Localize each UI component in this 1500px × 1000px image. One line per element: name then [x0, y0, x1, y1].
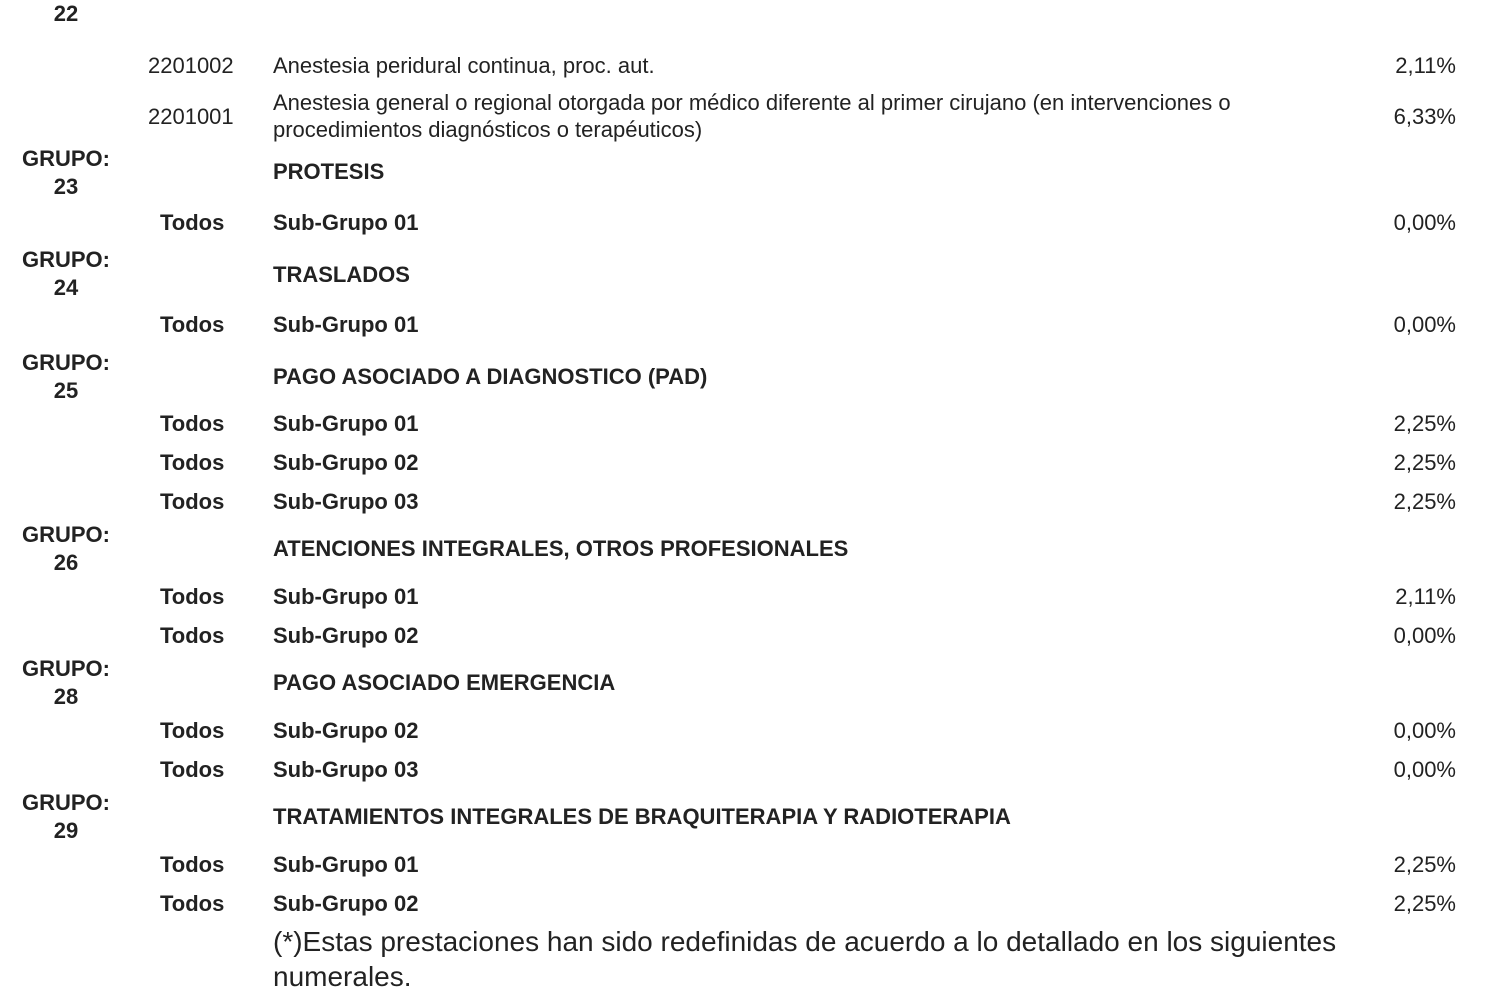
row-percentage: 0,00%: [1393, 623, 1456, 648]
footnote: (*)Estas prestaciones han sido redefinidas de acuerdo a lo detallado en los siguientes numerales.: [273, 926, 1337, 992]
subgroup-name: Sub-Grupo 01: [273, 312, 419, 337]
row-scope: Todos: [160, 489, 225, 514]
group-label-23: [6, 145, 126, 201]
row-percentage: 2,25%: [1393, 489, 1456, 514]
subgroup-name: Sub-Grupo 02: [273, 891, 419, 916]
row-percentage: 2,25%: [1393, 852, 1456, 877]
group-label-29: [6, 789, 126, 845]
group-label-text: GRUPO:: [22, 656, 110, 681]
group-label-28: [6, 655, 126, 711]
group-label-25: [6, 349, 126, 405]
row-percentage: 2,25%: [1393, 411, 1456, 436]
row-percentage: 0,00%: [1393, 312, 1456, 337]
subgroup-name: Sub-Grupo 01: [273, 210, 419, 235]
row-percentage: 0,00%: [1393, 718, 1456, 743]
row-percentage: 2,11%: [1395, 53, 1456, 78]
subgroup-name: Sub-Grupo 01: [273, 852, 419, 877]
group-number: 25: [53, 378, 79, 403]
group-number-22: 22: [53, 1, 79, 26]
row-description: Anestesia peridural continua, proc. aut.: [273, 53, 655, 78]
row-percentage: 0,00%: [1393, 210, 1456, 235]
row-scope: Todos: [160, 210, 225, 235]
group-number: 29: [53, 818, 79, 843]
group-title: PAGO ASOCIADO EMERGENCIA: [273, 670, 616, 695]
row-scope: Todos: [160, 623, 225, 648]
row-scope: Todos: [160, 852, 225, 877]
row-percentage: 0,00%: [1393, 757, 1456, 782]
subgroup-name: Sub-Grupo 01: [273, 584, 419, 609]
group-number: 23: [53, 174, 79, 199]
row-scope: Todos: [160, 411, 225, 436]
row-scope: Todos: [160, 450, 225, 475]
group-label-text: GRUPO:: [22, 146, 110, 171]
group-title: TRASLADOS: [273, 262, 410, 287]
row-scope: Todos: [160, 312, 225, 337]
subgroup-name: Sub-Grupo 03: [273, 489, 419, 514]
group-number: 24: [53, 275, 79, 300]
row-description: Anestesia general o regional otorgada por médico diferente al primer cirujano (en intervenciones o procedimientos diagnósticos o terapéuticos): [273, 90, 1231, 142]
group-title: PROTESIS: [273, 159, 385, 184]
subgroup-name: Sub-Grupo 02: [273, 450, 419, 475]
row-scope: Todos: [160, 718, 225, 743]
group-number: 26: [53, 550, 79, 575]
group-title: TRATAMIENTOS INTEGRALES DE BRAQUITERAPIA Y RADIOTERAPIA: [273, 804, 1011, 829]
group-label-24: [6, 246, 126, 302]
subgroup-name: Sub-Grupo 01: [273, 411, 419, 436]
row-scope: Todos: [160, 891, 225, 916]
group-label-text: GRUPO:: [22, 522, 110, 547]
group-label-text: GRUPO:: [22, 350, 110, 375]
row-code: 2201002: [148, 53, 234, 78]
group-label-text: GRUPO:: [22, 790, 110, 815]
row-scope: Todos: [160, 757, 225, 782]
group-title: PAGO ASOCIADO A DIAGNOSTICO (PAD): [273, 364, 708, 389]
group-title: ATENCIONES INTEGRALES, OTROS PROFESIONALES: [273, 536, 849, 561]
subgroup-name: Sub-Grupo 02: [273, 623, 419, 648]
row-code: 2201001: [148, 104, 234, 129]
row-percentage: 2,25%: [1393, 891, 1456, 916]
group-label-text: GRUPO:: [22, 247, 110, 272]
row-scope: Todos: [160, 584, 225, 609]
row-percentage: 6,33%: [1393, 104, 1456, 129]
row-percentage: 2,25%: [1393, 450, 1456, 475]
subgroup-name: Sub-Grupo 03: [273, 757, 419, 782]
subgroup-name: Sub-Grupo 02: [273, 718, 419, 743]
group-number: 28: [53, 684, 79, 709]
row-percentage: 2,11%: [1395, 584, 1456, 609]
group-label-26: [6, 521, 126, 577]
